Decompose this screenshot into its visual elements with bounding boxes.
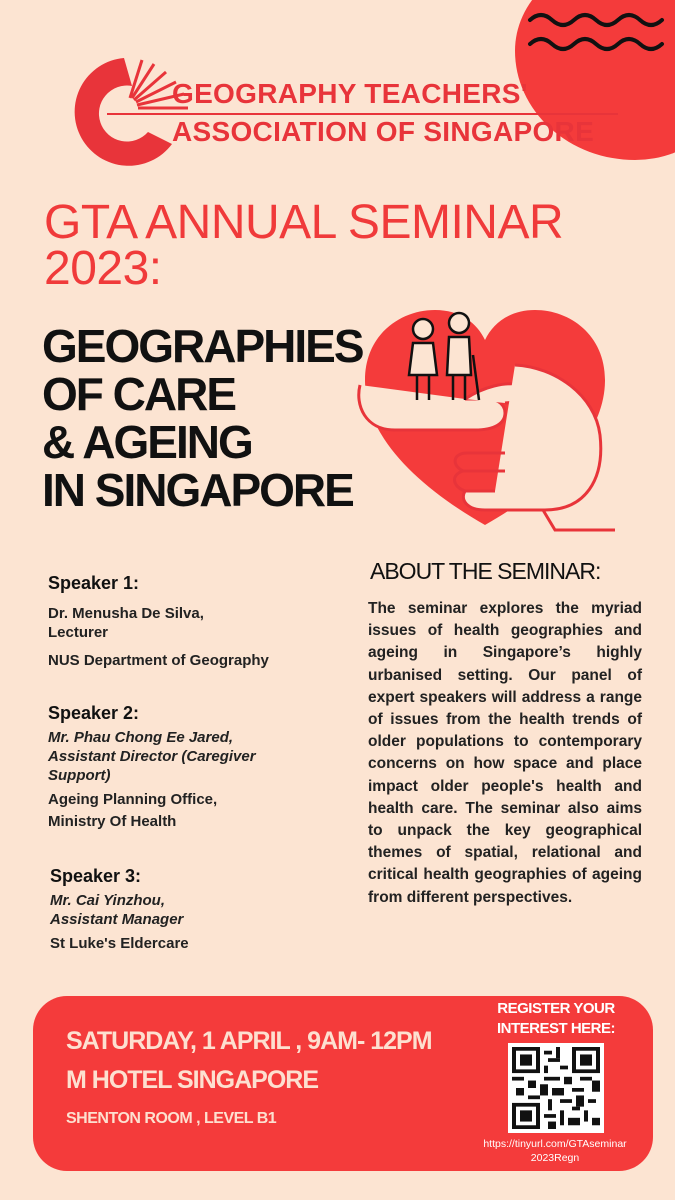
squiggle-decoration (525, 8, 665, 58)
speaker-org: Ageing Planning Office, (48, 791, 218, 808)
speaker-heading: Speaker 3: (50, 866, 142, 886)
speaker-name: Support) (48, 767, 111, 784)
register-line-1: REGISTER YOUR (497, 1000, 615, 1017)
speaker-name: Dr. Menusha De Silva, (48, 605, 204, 622)
speaker-heading: Speaker 1: (48, 573, 140, 593)
speaker-name: Mr. Phau Chong Ee Jared, (48, 729, 234, 746)
logo-line-2: ASSOCIATION OF SINGAPORE (172, 116, 595, 147)
register-url-line-1[interactable]: https://tinyurl.com/GTAseminar (483, 1138, 627, 1150)
heart-hands-illustration-icon (355, 295, 655, 535)
event-venue: M HOTEL SINGAPORE (66, 1066, 319, 1094)
seminar-title-line-1: GTA ANNUAL SEMINAR (44, 196, 564, 249)
event-date-time: SATURDAY, 1 APRIL , 9AM- 12PM (66, 1027, 432, 1055)
register-url-line-2[interactable]: 2023Regn (530, 1152, 580, 1164)
register-line-2: INTEREST HERE: (496, 1020, 615, 1037)
about-title: ABOUT THE SEMINAR: (370, 558, 601, 584)
speaker-org: NUS Department of Geography (48, 652, 269, 669)
speaker-3 (50, 866, 340, 955)
speaker-name: Mr. Cai Yinzhou, (50, 892, 166, 909)
speaker-name: Lecturer (48, 624, 109, 641)
seminar-subtitle (42, 322, 363, 514)
qr-code-icon[interactable] (508, 1043, 604, 1133)
seminar-title-line-2: 2023: (44, 242, 162, 295)
subtitle-line: IN SINGAPORE (42, 464, 353, 516)
speaker-org: Ministry Of Health (48, 813, 177, 830)
speaker-1 (48, 573, 338, 672)
speaker-org: St Luke's Eldercare (50, 935, 189, 952)
subtitle-line: & AGEING (42, 416, 252, 468)
gta-logo-icon (52, 52, 202, 172)
speaker-name: Assistant Manager (50, 911, 184, 928)
subtitle-line: OF CARE (42, 368, 235, 420)
event-room: SHENTON ROOM , LEVEL B1 (66, 1110, 277, 1127)
speaker-name: Assistant Director (Caregiver (48, 748, 256, 765)
logo-line-1: GEOGRAPHY TEACHERS' (172, 78, 528, 109)
about-body: The seminar explores the myriad issues of health geographies and ageing in Singapore’s highly urbanised setting. Our panel of expert speakers will address a range of issues from the health trends of older populations to contemporary concerns on how space and place impact older people's health and health care. The seminar also aims to unpack the key geographical themes of spatial, relational and critical health geographies of ageing from different perspectives. (368, 600, 642, 906)
speaker-heading: Speaker 2: (48, 703, 140, 723)
register-heading (484, 999, 628, 1039)
subtitle-line: GEOGRAPHIES (42, 320, 363, 372)
register-url[interactable] (462, 1137, 648, 1165)
qr-pattern (512, 1047, 600, 1129)
logo-divider (158, 113, 618, 115)
speaker-2 (48, 703, 348, 833)
